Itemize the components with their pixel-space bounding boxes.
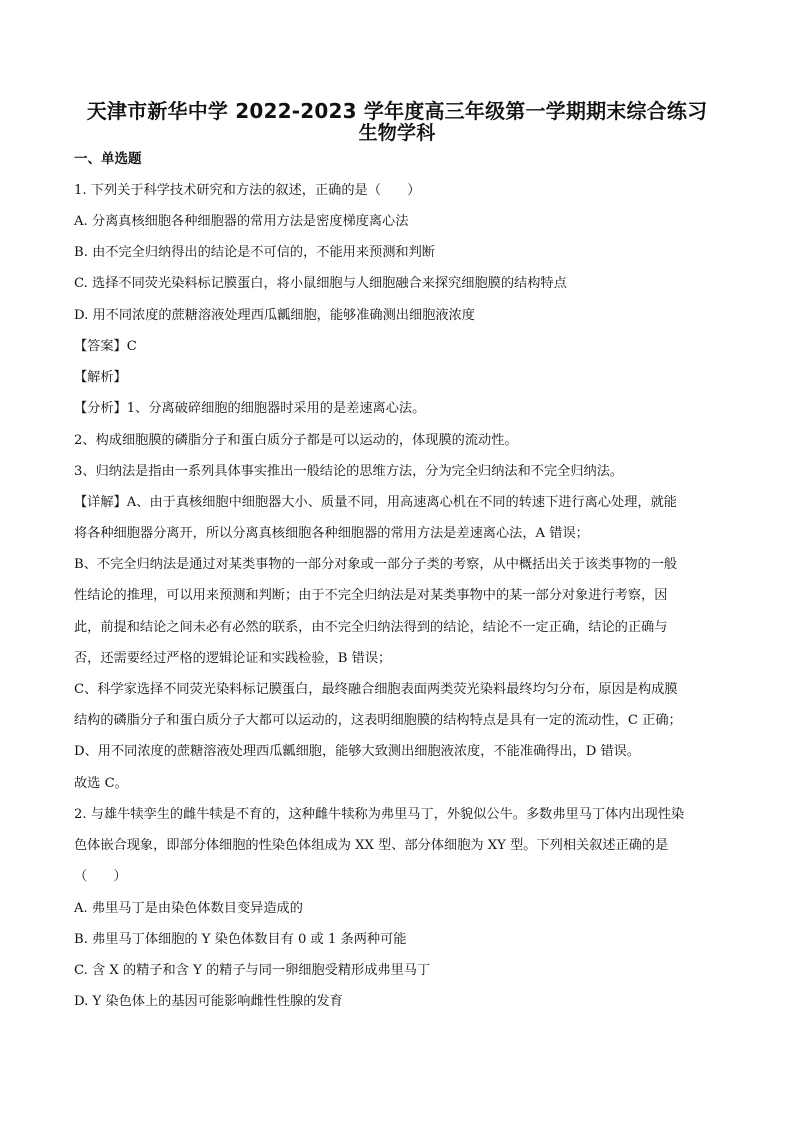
question-2-option-c: C. 含 X 的精子和含 Y 的精子与同一卵细胞受精形成弗里马丁 — [74, 963, 431, 978]
question-2-stem-line: （ ） — [74, 869, 127, 884]
question-1-option-a: A. 分离真核细胞各种细胞器的常用方法是密度梯度离心法 — [74, 214, 409, 229]
analysis-line: 2、构成细胞膜的磷脂分子和蛋白质分子都是可以运动的，体现膜的流动性。 — [74, 433, 518, 448]
question-1-option-c: C. 选择不同荧光染料标记膜蛋白，将小鼠细胞与人细胞融合来探究细胞膜的结构特点 — [74, 276, 567, 291]
analysis-line: 性结论的推理，可以用来预测和判断；由于不完全归纳法是对某类事物中的某一部分对象进行考察，因 — [74, 588, 668, 603]
analysis-line: C、科学家选择不同荧光染料标记膜蛋白，最终融合细胞表面两类荧光染料最终均匀分布，原因是构成膜 — [74, 682, 678, 697]
document-title: 天津市新华中学 2022-2023 学年度高三年级第一学期期末综合练习 — [86, 99, 708, 123]
question-2-option-a: A. 弗里马丁是由染色体数目变异造成的 — [74, 901, 303, 916]
question-1-option-d: D. 用不同浓度的蔗糖溶液处理西瓜瓤细胞，能够准确测出细胞液浓度 — [74, 308, 475, 323]
analysis-line: D、用不同浓度的蔗糖溶液处理西瓜瓤细胞，能够大致测出细胞液浓度，不能准确得出，D 错误。 — [74, 744, 641, 759]
document-subtitle: 生物学科 — [358, 122, 436, 144]
question-2-option-d: D. Y 染色体上的基因可能影响雌性性腺的发育 — [74, 994, 343, 1009]
analysis-line: B、不完全归纳法是通过对某类事物的一部分对象或一部分子类的考察，从中概括出关于该类事物的一般 — [74, 557, 678, 572]
analysis-line: 结构的磷脂分子和蛋白质分子大都可以运动的，这表明细胞膜的结构特点是具有一定的流动性，C 正确； — [74, 713, 682, 728]
analysis-line: 将各种细胞器分离开，所以分离真核细胞各种细胞器的常用方法是差速离心法，A 错误； — [74, 526, 589, 541]
section-heading: 一、单选题 — [74, 151, 142, 167]
question-2-stem-line: 色体嵌合现象，即部分体细胞的性染色体组成为 XX 型、部分体细胞为 XY 型。下列相关叙述正确的是 — [74, 838, 669, 853]
analysis-line: 故选 C。 — [74, 776, 128, 791]
question-2-option-b: B. 弗里马丁体细胞的 Y 染色体数目有 0 或 1 条两种可能 — [74, 932, 407, 947]
question-1-answer: 【答案】C — [74, 339, 137, 354]
question-1-analysis-label: 【解析】 — [74, 370, 127, 385]
analysis-line: 【分析】1、分离破碎细胞的细胞器时采用的是差速离心法。 — [74, 401, 426, 416]
analysis-line: 3、归纳法是指由一系列具体事实推出一般结论的思维方法，分为完全归纳法和不完全归纳法。 — [74, 464, 624, 479]
question-1-stem: 1. 下列关于科学技术研究和方法的叙述，正确的是（ ） — [74, 183, 421, 198]
analysis-line: 【详解】A、由于真核细胞中细胞器大小、质量不同，用高速离心机在不同的转速下进行离心处理，就能 — [74, 495, 677, 510]
analysis-line: 否，还需要经过严格的逻辑论证和实践检验，B 错误； — [74, 651, 392, 666]
question-2-stem-line: 2. 与雄牛犊孪生的雌牛犊是不育的，这种雌牛犊称为弗里马丁，外貌似公牛。多数弗里马丁体内出现性染 — [74, 807, 685, 822]
analysis-line: 此，前提和结论之间未必有必然的联系，由不完全归纳法得到的结论，结论不一定正确，结论的正确与 — [74, 620, 668, 635]
question-1-option-b: B. 由不完全归纳得出的结论是不可信的，不能用来预测和判断 — [74, 245, 435, 260]
